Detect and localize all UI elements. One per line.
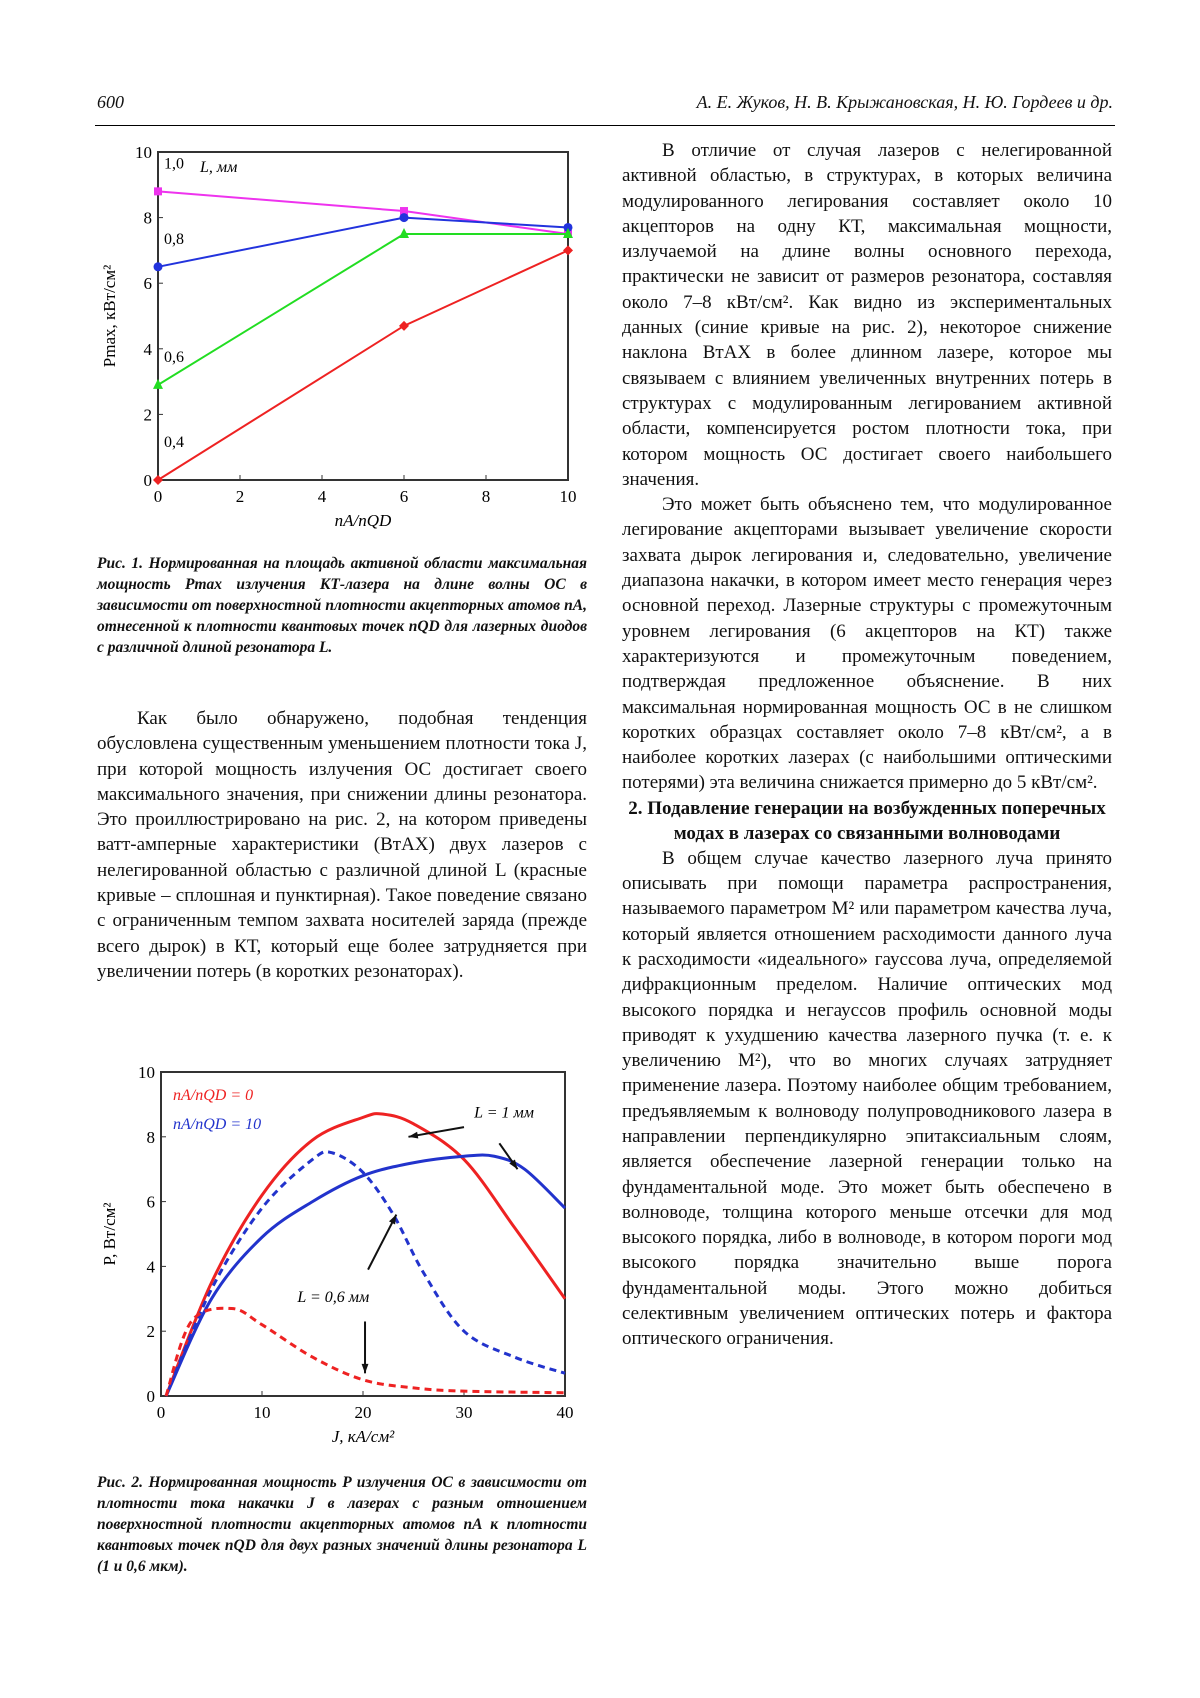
figure-1-caption: Рис. 1. Нормированная на площадь активной области максимальная мощность Pmax излучения КТ-лазера на длине волны ОС в зависимости от поверхностной плотности акцепторных атомов nA, отнесенной к плотности квантовых точек nQD для лазерных диодов с различной длиной резонатора L. <box>97 555 587 656</box>
arrow-head <box>389 1215 396 1225</box>
series-label: 0,8 <box>164 230 184 248</box>
page-number: 600 <box>97 92 124 112</box>
x-tick-label: 6 <box>399 487 409 506</box>
x-tick-label: 4 <box>317 487 327 506</box>
x-tick-label: 20 <box>354 1403 372 1422</box>
running-header-authors: А. Е. Жуков, Н. В. Крыжановская, Н. Ю. Гордеев и др. <box>696 92 1113 112</box>
series-line <box>158 250 568 480</box>
paragraph: Как было обнаружено, подобная тенденция обусловлена существенным уменьшением плотности тока J, при которой мощность излучения ОС достигает своего максимального значения, при снижении длины резонатора. Это проиллюстрировано на рис. 2, на котором приведены ватт-амперные характеристики (ВтАХ) двух лазеров с нелегированной областью с различной длиной L (красные кривые – сплошная и пунктирная). Такое поведение связано с ограниченным темпом захвата носителей заряда (прежде всего дырок) в КТ, который еще более затрудняется при увеличении потерь (в коротких резонаторах). <box>97 708 587 982</box>
x-tick-label: 2 <box>235 487 245 506</box>
y-tick-label: 10 <box>138 1063 155 1082</box>
series-line <box>158 191 568 234</box>
arrow-head <box>362 1364 369 1373</box>
x-tick-label: 0 <box>156 1403 166 1422</box>
paragraph: В общем случае качество лазерного луча принято описывать при помощи параметра распространения, называемого параметром M² или параметром качества луча, который является отношением расходимости данного луча к расходимости «идеального» гауссова луча, определяемой дифракционным пределом. Наличие оптических мод высокого порядка и негауссов профиль основной моды приводят к ухудшению качества лазерного пучка (т. е. к увеличению M²), что во многих случаях затрудняет применение лазера. Поэтому наиболее общим требованием, предъявляемым к волноводу полупроводникового лазера в направлении перпендикулярно эпитаксиальным слоям, является обеспечение лазерной генерации только на фундаментальной моде. Это может быть обеспечено в волноводе, толщина которого меньше отсечки для мод высокого порядка, либо в волноводе, в котором пороги мод высокого порядка значительно выше порога фундаментальной моды. Этого можно добиться селективным увеличением оптических потерь и фактора оптического ограничения. <box>622 847 1112 1350</box>
y-tick-label: 6 <box>143 274 152 294</box>
legend-entry: nA/nQD = 0 <box>173 1087 254 1104</box>
x-tick-label: 40 <box>556 1403 574 1422</box>
y-tick-label: 2 <box>143 405 152 425</box>
annotation-l06: L = 0,6 мм <box>297 1289 370 1307</box>
y-tick-label: 8 <box>143 208 152 228</box>
y-axis-label: P, Вт/см² <box>100 1202 119 1266</box>
x-axis-label: nA/nQD <box>334 511 392 530</box>
series-label: 1,0 <box>164 155 184 173</box>
data-point <box>154 262 163 271</box>
section-title: 2. Подавление генерации на возбужденных поперечных модах в лазерах со связанными волноводами <box>628 797 1106 844</box>
data-point <box>154 187 162 195</box>
legend-title: L, мм <box>200 159 238 176</box>
header-rule <box>95 125 1115 126</box>
y-axis-label: Pmax, кВт/см² <box>100 264 119 368</box>
y-tick-label: 8 <box>146 1127 155 1147</box>
series-label: 0,4 <box>164 434 184 452</box>
data-point <box>153 475 163 485</box>
figure-2-caption: Рис. 2. Нормированная мощность P излучения ОС в зависимости от плотности тока накачки J в лазерах с разным отношением поверхностной плотности акцепторных атомов nA к плотности квантовых точек nQD для двух разных значений длины резонатора L (1 и 0,6 мкм). <box>97 1474 587 1575</box>
left-column-text <box>97 706 587 984</box>
figure-1-chart <box>95 140 585 540</box>
x-tick-label: 10 <box>253 1403 271 1422</box>
data-point <box>563 245 573 255</box>
y-tick-label: 10 <box>135 143 152 162</box>
paragraph: Это может быть объяснено тем, что модулированное легирование акцепторами вызывает увеличение скорости захвата дырок легирования и, следовательно, увеличение диапазона накачки, в котором имеет место генерация через основной переход. Лазерные структуры с промежуточным уровнем легирования (6 акцепторов на КТ) также характеризуются и промежуточным поведением, подтверждая предложенное объяснение. В них максимальная нормированная мощность ОС в не слишком коротких образцах составляет около 7–8 кВт/см², а в наиболее коротких лазерах (с наибольшими оптическими потерями) эта величина снижается примерно до 5 кВт/см². <box>622 494 1112 794</box>
right-column-text <box>622 138 1112 1352</box>
x-axis-label: J, кА/см² <box>331 1427 395 1446</box>
y-tick-label: 2 <box>146 1322 155 1342</box>
x-tick-label: 0 <box>153 487 163 506</box>
y-tick-label: 0 <box>146 1387 155 1406</box>
plot-frame <box>158 152 568 480</box>
series-label: 0,6 <box>164 348 184 366</box>
y-tick-label: 4 <box>143 339 152 359</box>
y-tick-label: 0 <box>143 471 152 490</box>
x-tick-label: 8 <box>481 487 491 506</box>
y-tick-label: 4 <box>146 1257 155 1277</box>
data-point <box>399 321 409 331</box>
data-point <box>400 213 409 222</box>
annotation-l1: L = 1 мм <box>474 1104 534 1122</box>
figure-2-chart <box>95 1062 585 1462</box>
x-tick-label: 30 <box>455 1403 473 1422</box>
x-tick-label: 10 <box>559 487 577 506</box>
series-line <box>158 234 568 385</box>
legend-entry: nA/nQD = 10 <box>173 1116 262 1133</box>
y-tick-label: 6 <box>146 1192 155 1212</box>
paragraph: В отличие от случая лазеров с нелегированной активной областью, в структурах, в которых величина модулированного легирования составляет около 10 акцепторов на одну КТ, максимальная мощности, излучаемой на длине волны основного перехода, практически не зависит от размеров резонатора, составляя около 7–8 кВт/см². Как видно из экспериментальных данных (синие кривые на рис. 2), некоторое снижение наклона ВтАХ в более длинном лазере, которое мы связываем с влиянием увеличенных внутренних потерь в структурах с модулированным легированием активной области, компенсируется ростом плотности тока, при котором мощность ОС достигает своего наибольшего значения. <box>622 140 1112 490</box>
